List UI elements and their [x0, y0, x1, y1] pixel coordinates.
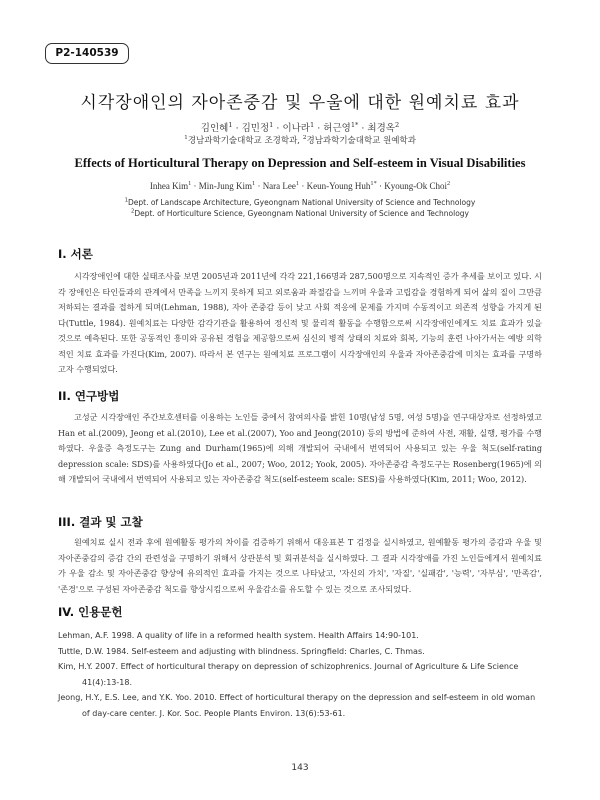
reference-item: Tuttle, D.W. 1984. Self-esteem and adjusting with blindness. Springfield: Charles, C. Thmas.: [58, 646, 425, 656]
affiliation-english-2: [40, 209, 560, 218]
affiliations-korean: [40, 134, 560, 146]
author-separator: ·: [232, 123, 242, 134]
affiliation-text: 경남과학기술대학교 원예학과: [306, 136, 416, 146]
author-affil-mark: 1*: [370, 180, 377, 187]
author-affil-mark: 1: [228, 120, 233, 129]
section-body-methods: 고성군 시각장애인 주간보호센터를 이용하는 노인들 중에서 참여의사를 밝힌 10명(남성 5명, 여성 5명)을 연구대상자로 선정하였고 Han et al.(2009), Jeong et al.(2010), Lee et al.(2007), Yoo and Jeong(2010) 등의 방법에 준하여 사전, 재활, 실행, 평가를 수행하였다. 우울증 측정도구는 Zung and Durham(1965)에 의해 개발되어 국내에서 번역되어 사용되고 있는 우울 척도(self-rating depression scale: SDS)를 사용하였다(Jo et al., 2007; Woo, 2012; Yook, 2005). 자아존중감 측정도구는 Rosenberg(1965)에 의해 개발되어 국내에서 번역되어 사용되고 있는 자아존중감 척도(self-esteem scale: SES)를 사용하였다(Kim, 2011; Woo, 2012).: [58, 412, 542, 484]
reference-item: Kim, H.Y. 2007. Effect of horticultural therapy on depression of schizophrenics. Journal of Agriculture & Life Science 41(4):13-18.: [58, 662, 519, 687]
page-number: 143: [291, 763, 309, 773]
author-name: Inhea Kim: [149, 181, 189, 191]
reference-list: [58, 628, 542, 721]
affiliation-text: 경남과학기술대학교 조경학과,: [187, 136, 303, 146]
affiliation-english-1: [40, 198, 560, 207]
author-name: Keun-Young Huh: [306, 181, 371, 191]
author-separator: ·: [191, 181, 199, 191]
author-name: 허근영: [323, 123, 351, 134]
section-body-results: 원예치료 실시 전과 후에 원예활동 평가의 차이를 검증하기 위해서 대응표본 T 검정을 실시하였고, 원예활동 평가의 증감과 우울 및 자아존중감의 증감 간의 관련성을 구명하기 위해서 상관분석 및 회귀분석을 실시하였다. 그 결과 시각장애를 가진 노인들에게서 원예치료가 우울 감소 및 자아존중감 향상에 유의적인 효과를 가지는 것으로 나타났고, '자신의 가치', '자질', '실패감', '능력', '자부심', '만족감', '존경'으로 구성된 자아존중감 척도를 향상시킴으로써 우울감소를 유도할 수 있는 것으로 조사되었다.: [58, 537, 542, 594]
affil-mark: 2: [302, 134, 307, 142]
author-name: 최경옥: [367, 123, 395, 134]
authors-english: [40, 181, 560, 191]
author-affil-mark: 1: [269, 120, 274, 129]
affil-mark: 2: [130, 208, 135, 215]
section-heading-results: III. 결과 및 고찰: [58, 515, 143, 529]
affiliation-text: Dept. of Landscape Architecture, Gyeongnam National University of Science and Technology: [128, 198, 476, 207]
author-affil-mark: 1: [295, 180, 300, 187]
author-separator: ·: [299, 181, 307, 191]
author-affil-mark: 1: [252, 180, 256, 187]
author-separator: ·: [255, 181, 263, 191]
section-body-intro: 시각장애인에 대한 실태조사를 보면 2005년과 2011년에 각각 221,166명과 287,500명으로 지속적인 증가 추세를 보이고 있다. 시각 장애인은 타인들과의 관계에서 만족을 느끼지 못하게 되고 외로움과 좌절감을 느끼며 우울과 고립감을 경험하게 되어 삶의 질이 그만큼 저하되는 결과를 접하게 되며(Lehman, 1988), 자아 존중감 등이 낮고 사회 적응에 문제를 가지며 수동적이고 의존적 성향을 가지게 된다(Tuttle, 1984). 원예치료는 다양한 감각기관을 활용하여 정신적 및 물리적 활동을 수행함으로써 시각장애인에게도 치료 효과가 있을 것으로 예측된다. 또한 공동적인 흥미와 공유된 경험을 제공함으로써 심신의 병적 상태의 치료와 회복, 기능의 훈련 나아가서는 예방 의학적인 치료 효과를 가진다(Kim, 2007). 따라서 본 연구는 원예치료 프로그램이 시각장애인의 우울과 자아존중감에 미치는 효과를 구명하고자 수행되었다.: [58, 271, 542, 374]
author-affil-mark: 1*: [350, 120, 359, 129]
author-affil-mark: 2: [446, 180, 451, 187]
author-separator: ·: [358, 123, 368, 134]
section-heading-intro: I. 서론: [58, 247, 93, 261]
section-heading-references: IV. 인용문헌: [58, 605, 123, 619]
affil-mark: 1: [124, 197, 129, 204]
author-name: Nara Lee: [262, 181, 296, 191]
author-separator: ·: [273, 123, 283, 134]
author-affil-mark: 1: [188, 180, 192, 187]
title-korean: 시각장애인의 자아존중감 및 우울에 대한 원예치료 효과: [80, 93, 520, 113]
author-affil-mark: 2: [394, 120, 400, 129]
author-name: Kyoung-Ok Choi: [384, 181, 447, 191]
author-affil-mark: 1: [309, 120, 315, 129]
affiliation-text: Dept. of Horticulture Science, Gyeongnam National University of Science and Technology: [134, 209, 469, 218]
authors-korean: [40, 120, 560, 134]
author-name: Min-Jung Kim: [198, 181, 253, 191]
author-name: 이나라: [282, 123, 310, 134]
author-separator: ·: [376, 181, 385, 191]
affil-mark: 1: [184, 134, 188, 142]
author-name: 김인혜: [200, 123, 229, 134]
author-name: 김민정: [241, 123, 270, 134]
title-english: Effects of Horticultural Therapy on Depression and Self-esteem in Visual Disabilities: [74, 156, 526, 170]
reference-item: Lehman, A.F. 1998. A quality of life in a reformed health system. Health Affairs 14:90-101.: [58, 631, 419, 640]
author-separator: ·: [314, 123, 324, 134]
section-heading-methods: II. 연구방법: [58, 389, 120, 403]
poster-id-badge: P2-140539: [45, 43, 129, 64]
reference-item: Jeong, H.Y., E.S. Lee, and Y.K. Yoo. 2010. Effect of horticultural therapy on the depression and self-esteem in old woman of day-care center. J. Kor. Soc. People Plants Environ. 13(6):53-61.: [58, 693, 536, 718]
